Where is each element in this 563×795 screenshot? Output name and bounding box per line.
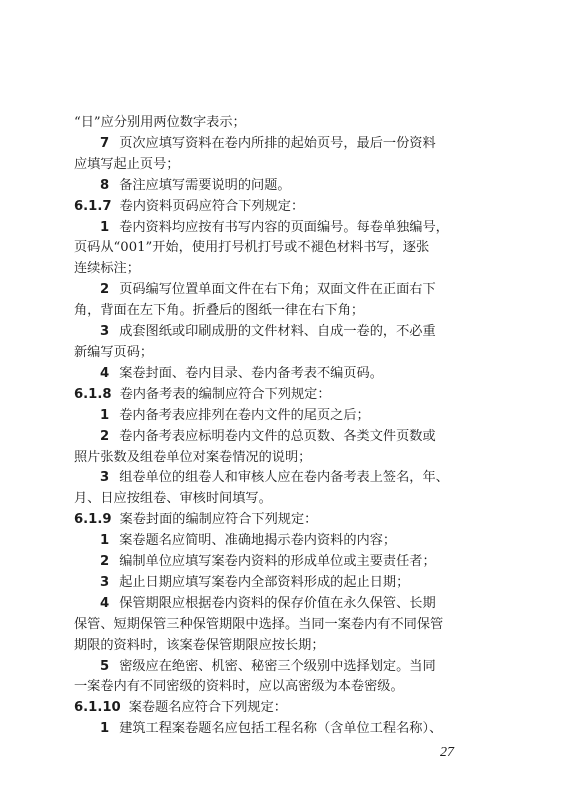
clause-number: 1 (100, 721, 110, 737)
text-line: 页码从“001”开始，使用打号机打号或不褪色材料书写，逐张 (74, 240, 430, 256)
clause-item (74, 322, 470, 343)
clause-text: 起止日期应填写案卷内全部资料形成的起止日期； (119, 574, 410, 590)
section-number: 6.1.10 (74, 700, 121, 716)
text-body (74, 113, 470, 740)
clause-item (74, 552, 470, 573)
text-line: 月、日应按组卷、审核时间填写。 (74, 491, 272, 507)
clause-item (74, 176, 470, 197)
section-heading (74, 197, 470, 218)
section-heading (74, 385, 470, 406)
clause-item (74, 719, 470, 740)
clause-number: 7 (100, 135, 110, 151)
clause-number: 1 (100, 219, 110, 235)
clause-text: 卷内资料均应按有书写内容的页面编号。每卷单独编号， (119, 219, 449, 235)
clause-number: 3 (100, 470, 110, 486)
text-line: 应填写起止页号； (74, 156, 180, 172)
clause-number: 2 (100, 428, 110, 444)
clause-text: 保管期限应根据卷内资料的保存价值在永久保管、长期 (119, 595, 436, 611)
text-line: 保管、短期保管三种保管期限中选择。当同一案卷内有不同保管 (74, 616, 444, 632)
text-line: 期限的资料时，该案卷保管期限应按长期； (74, 637, 325, 653)
text-line: 新编写页码； (74, 344, 154, 360)
clause-item (74, 531, 470, 552)
clause-text: 建筑工程案卷题名应包括工程名称（含单位工程名称）、 (119, 721, 443, 737)
clause-text: 页码编写位置单面文件在右下角；双面文件在正面右下 (119, 282, 436, 298)
section-number: 6.1.9 (74, 512, 112, 528)
text-line: 照片张数及组卷单位对案卷情况的说明； (74, 449, 312, 465)
clause-number: 8 (100, 177, 110, 193)
clause-item (74, 406, 470, 427)
clause-number: 4 (100, 365, 110, 381)
section-text: 卷内资料页码应符合下列规定： (119, 198, 305, 214)
text-line: 角，背面在左下角。折叠后的图纸一律在右下角； (74, 303, 365, 319)
clause-text: 案卷封面、卷内目录、卷内备考表不编页码。 (119, 365, 383, 381)
clause-number: 3 (100, 574, 110, 590)
clause-text: 页次应填写资料在卷内所排的起始页号，最后一份资料 (119, 135, 436, 151)
clause-item (74, 364, 470, 385)
clause-text: 备注应填写需要说明的问题。 (119, 177, 291, 193)
clause-item (74, 134, 470, 155)
clause-number: 3 (100, 324, 110, 340)
clause-text: 编制单位应填写案卷内资料的形成单位或主要责任者； (119, 554, 436, 570)
clause-text: 卷内备考表应标明卷内文件的总页数、各类文件页数或 (119, 428, 436, 444)
section-heading (74, 698, 470, 719)
clause-item (74, 218, 470, 239)
clause-number: 1 (100, 533, 110, 549)
section-text: 案卷题名应符合下列规定： (128, 700, 287, 716)
clause-item (74, 657, 470, 678)
clause-number: 2 (100, 282, 110, 298)
clause-item (74, 427, 470, 448)
clause-text: 密级应在绝密、机密、秘密三个级别中选择划定。当同 (119, 658, 436, 674)
clause-item (74, 573, 470, 594)
section-text: 卷内备考表的编制应符合下列规定： (119, 386, 331, 402)
clause-text: 组卷单位的组卷人和审核人应在卷内备考表上签名，年、 (119, 470, 449, 486)
clause-text: 卷内备考表应排列在卷内文件的尾页之后； (119, 407, 370, 423)
clause-item (74, 594, 470, 615)
text-line: “日”应分别用两位数字表示； (74, 115, 246, 130)
clause-item (74, 280, 470, 301)
section-number: 6.1.8 (74, 386, 112, 402)
section-heading (74, 510, 470, 531)
clause-number: 1 (100, 407, 110, 423)
section-text: 案卷封面的编制应符合下列规定： (119, 512, 318, 528)
section-number: 6.1.7 (74, 198, 112, 214)
clause-number: 2 (100, 554, 110, 570)
page-number: 27 (440, 745, 454, 760)
clause-text: 成套图纸或印刷成册的文件材料、自成一卷的，不必重 (119, 324, 436, 340)
text-line: 连续标注； (74, 261, 140, 277)
clause-number: 5 (100, 658, 110, 674)
clause-item (74, 468, 470, 489)
clause-number: 4 (100, 595, 110, 611)
clause-text: 案卷题名应简明、准确地揭示卷内资料的内容； (119, 533, 397, 549)
text-line: 一案卷内有不同密级的资料时，应以高密级为本卷密级。 (74, 679, 404, 695)
